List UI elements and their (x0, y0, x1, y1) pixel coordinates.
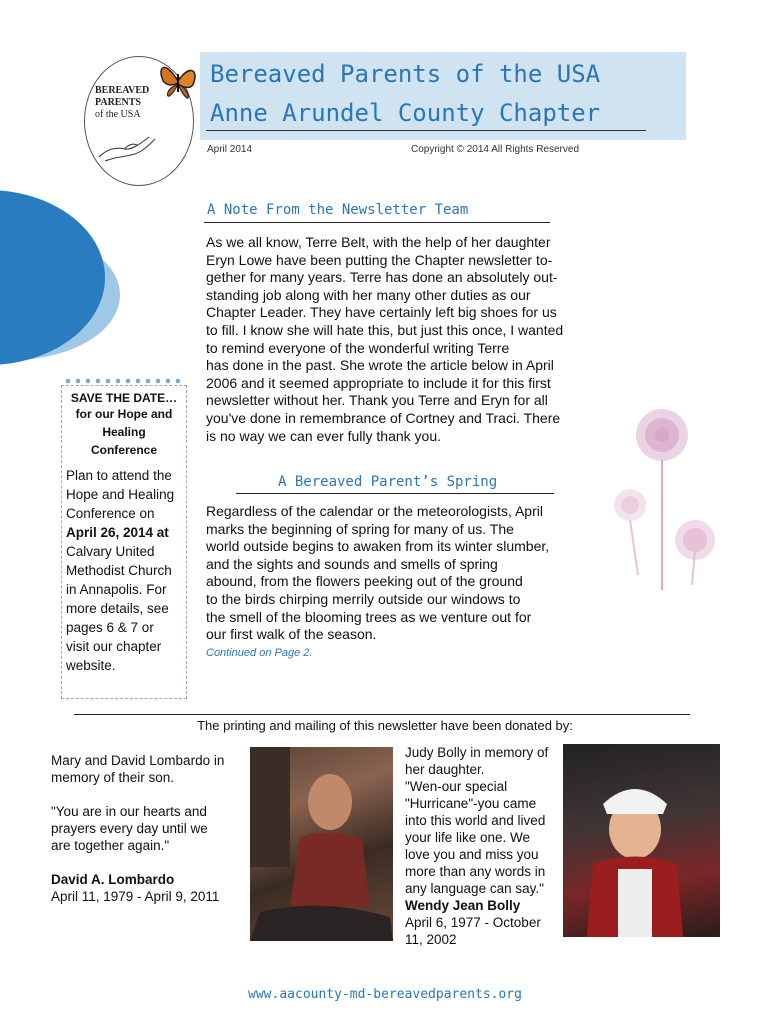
spring-heading: A Bereaved Parent’s Spring (278, 474, 498, 490)
donor-right-line: her daughter. (405, 762, 485, 777)
sidebar-line: Plan to attend the (66, 468, 172, 483)
memorial-dates-right: 11, 2002 (405, 932, 457, 947)
sidebar-line: Calvary United (66, 544, 155, 559)
memorial-dates-left: April 11, 1979 - April 9, 2011 (51, 889, 220, 904)
spring-line: to the birds chirping merrily outside our windows to (206, 590, 521, 607)
memorial-dates-right: April 6, 1977 - October (405, 915, 541, 930)
donor-left-memorial (51, 871, 219, 905)
donor-right-line: your life like one. We (405, 830, 531, 845)
logo-line-3: of the USA (95, 109, 141, 120)
sidebar-line: more details, see (66, 601, 169, 616)
sidebar-line: Conference on (66, 506, 155, 521)
sidebar-line: website. (66, 658, 116, 673)
newsletter-title-line-2: Anne Arundel County Chapter (210, 99, 601, 127)
spring-line: our first walk of the season. (206, 626, 377, 643)
note-body (206, 234, 586, 445)
donor-left-quote (51, 803, 208, 854)
note-line: Chapter Leader. They have certainly left big shoes for us (206, 304, 557, 321)
sidebar-body (66, 466, 184, 675)
sidebar-line: in Annapolis. For (66, 582, 167, 597)
continued-link[interactable]: Continued on Page 2. (206, 647, 313, 659)
donation-notice: The printing and mailing of this newsletter have been donated by: (197, 718, 573, 733)
memorial-photo-wendy (563, 744, 720, 937)
title-divider (206, 130, 646, 131)
photo-placeholder-icon (250, 747, 393, 941)
spring-line: world outside begins to awaken from its winter slumber, (206, 538, 550, 555)
note-line: has done in the past. She wrote the article below in April (206, 357, 554, 374)
note-line: newsletter without her. Thank you Terre and Eryn for all (206, 392, 548, 409)
sidebar-subheading: for our Hope and (75, 407, 173, 421)
note-line: gether for many years. Terre has done an absolutely out- (206, 269, 558, 286)
note-line: 2006 and it seemed appropriate to include it for this first (206, 374, 551, 391)
donor-left-intro (51, 752, 224, 786)
spring-line: the smell of the blooming trees as we venture out for (206, 608, 532, 625)
flowers-illustration (600, 400, 720, 590)
donor-right-line: "Hurricane"-you came (405, 796, 537, 811)
copyright-notice: Copyright © 2014 All Rights Reserved (411, 144, 580, 155)
sidebar-subheading: Healing (102, 425, 146, 439)
sidebar-line: April 26, 2014 at (66, 525, 169, 540)
website-link[interactable]: www.aacounty-md-bereavedparents.org (248, 987, 522, 1002)
note-line: you've done in remembrance of Cortney and Traci. There (206, 409, 561, 426)
donor-right-line: more than any words in (405, 864, 546, 879)
donor-right-line: love you and miss you (405, 847, 539, 862)
sidebar-line: pages 6 & 7 or (66, 620, 154, 635)
issue-date: April 2014 (207, 144, 253, 155)
donor-left-quote-line: prayers every day until we (51, 821, 208, 836)
photo-placeholder-icon (563, 744, 720, 937)
butterfly-icon (158, 56, 198, 106)
sidebar-line: Methodist Church (66, 563, 172, 578)
donor-right (405, 744, 565, 948)
note-line: to remind everyone of the wonderful writing Terre (206, 339, 510, 356)
logo-line-1: BEREAVED (95, 85, 150, 96)
newsletter-title-line-1: Bereaved Parents of the USA (210, 60, 601, 88)
note-line: Eryn Lowe have been putting the Chapter newsletter to- (206, 251, 553, 268)
spring-heading-rule (236, 493, 554, 494)
note-line: to fill. I know she will hate this, but just this once, I wanted (206, 321, 564, 338)
donor-right-line: "Wen-our special (405, 779, 508, 794)
donor-right-line: Judy Bolly in memory of (405, 745, 549, 760)
sidebar-line: visit our chapter (66, 639, 162, 654)
donor-left-line: Mary and David Lombardo in (51, 753, 225, 768)
note-heading: A Note From the Newsletter Team (207, 202, 469, 218)
memorial-name-right: Wendy Jean Bolly (405, 898, 521, 913)
note-heading-rule (204, 222, 550, 223)
note-line: standing job along with her many other duties as our (206, 286, 531, 303)
donor-right-line: into this world and lived (405, 813, 546, 828)
logo-text (95, 85, 155, 121)
spring-line: Regardless of the calendar or the meteorologists, April (206, 503, 543, 519)
spring-line: marks the beginning of spring for many of us. The (206, 520, 514, 537)
logo-line-2: PARENTS (95, 97, 141, 108)
memorial-name-left: David A. Lombardo (51, 872, 175, 887)
donor-right-line: any language can say." (405, 881, 544, 896)
donor-left-quote-line: "You are in our hearts and (51, 804, 207, 819)
spring-line: and the sights and sounds and smells of spring (206, 555, 498, 572)
donation-rule (74, 714, 690, 715)
hands-icon (97, 127, 157, 167)
note-line: is no way we can ever fully thank you. (206, 427, 442, 444)
sidebar-heading: SAVE THE DATE… (70, 391, 178, 405)
spring-line: abound, from the flowers peeking out of the ground (206, 573, 523, 590)
donor-left-quote-line: are together again." (51, 838, 170, 853)
sidebar-line: Hope and Healing (66, 487, 175, 502)
spring-body (206, 503, 586, 644)
donor-left-line: memory of their son. (51, 770, 175, 785)
sidebar-subheading: Conference (90, 443, 158, 457)
dotted-divider (64, 377, 184, 385)
note-line: As we all know, Terre Belt, with the help of her daughter (206, 234, 551, 250)
memorial-photo-david (250, 747, 393, 941)
